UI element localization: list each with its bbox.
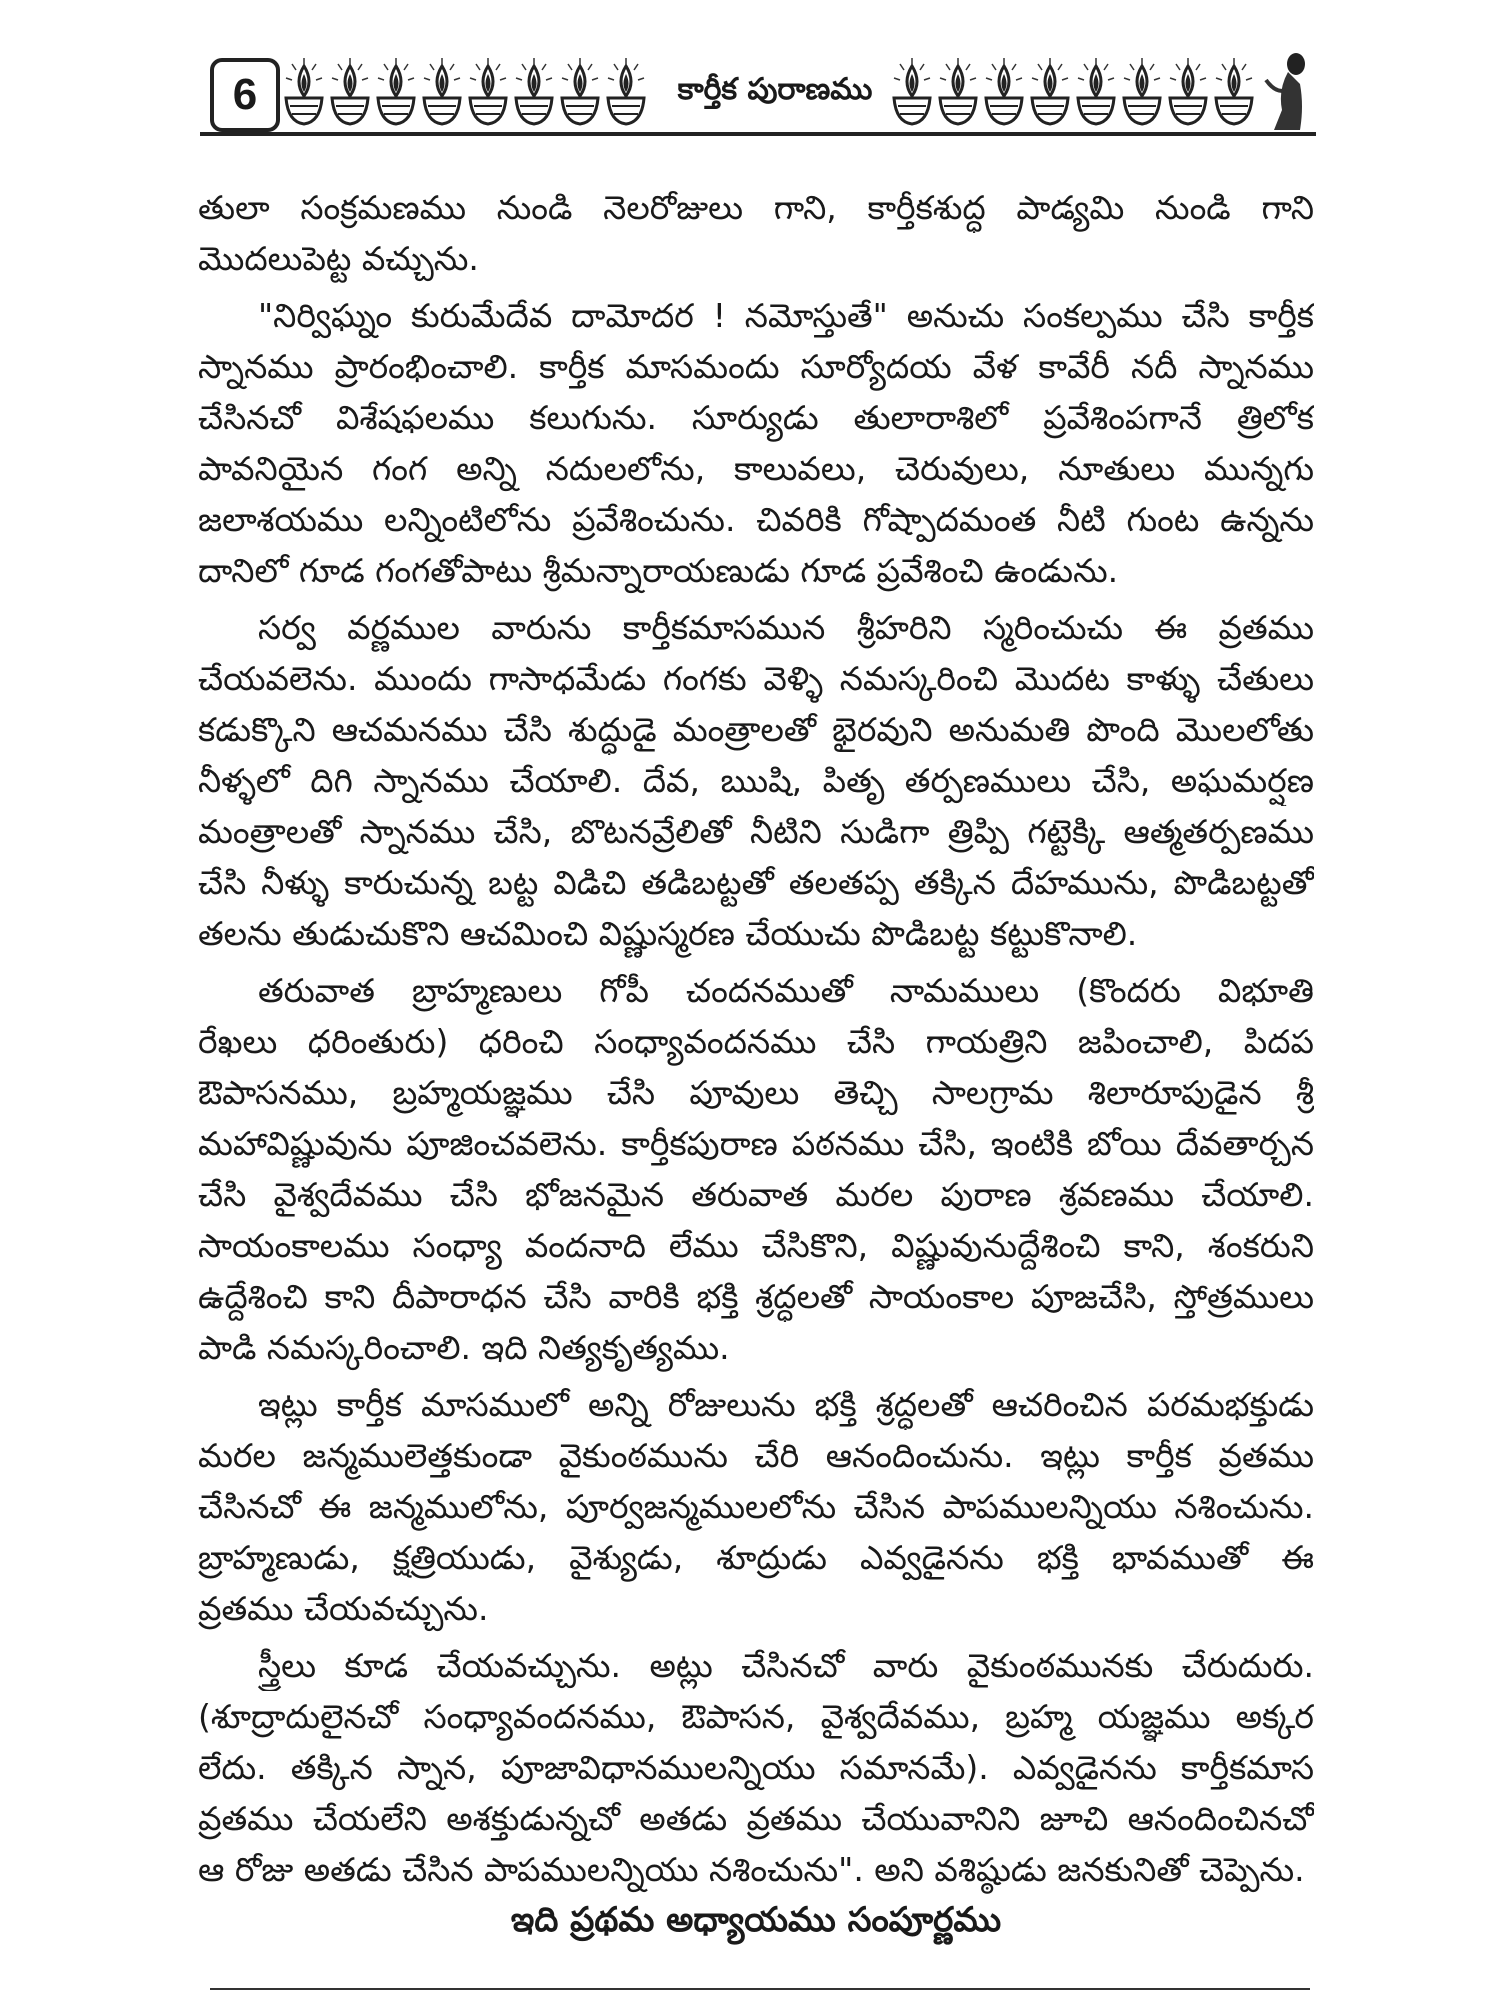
paragraph [198,1379,1314,1634]
text-line: వ్రతము చేయలేని అశక్తుడున్నచో అతడు వ్రతము చేయువానిని జూచి ఆనందించినచో [198,1799,1314,1838]
text-line: మహావిష్ణువును పూజించవలెను. కార్తీకపురాణ పఠనము చేసి, ఇంటికి బోయి దేవతార్చన [198,1124,1314,1163]
text-line: చేసినచో విశేషఫలము కలుగును. సూర్యుడు తులారాశిలో ప్రవేశింపగానే త్రిలోక [198,398,1314,437]
paragraph [198,290,1314,596]
lamp-ornament-right [890,56,1256,128]
text-line: రేఖలు ధరింతురు) ధరించి సంధ్యావందనము చేసి గాయత్రిని జపించాలి, పిదప [198,1022,1314,1061]
chapter-end-heading: ఇది ప్రథమ అధ్యాయము సంపూర్ణము [510,1900,1002,1940]
text-line: చేసినచో ఈ జన్మములోను, పూర్వజన్మములలోను చేసిన పాపములన్నియు నశించును. [198,1487,1314,1526]
oil-lamp-icon [512,56,556,128]
text-line: మొదలుపెట్ట వచ్చును. [198,239,479,278]
footer-rule [210,1988,1310,1990]
text-line: ఉద్దేశించి కాని దీపారాధన చేసి వారికి భక్తి శ్రద్ధలతో సాయంకాల పూజచేసి, స్తోత్రములు [198,1277,1314,1316]
oil-lamp-icon [328,56,372,128]
oil-lamp-icon [890,56,934,128]
oil-lamp-icon [1028,56,1072,128]
paragraph [198,1640,1314,1895]
page-number: 6 [210,58,280,132]
text-line: చేసి నీళ్ళు కారుచున్న బట్ట విడిచి తడిబట్టతో తలతప్ప తక్కిన దేహమును, పొడిబట్టతో [198,863,1314,902]
oil-lamp-icon [420,56,464,128]
text-line: నీళ్ళలో దిగి స్నానము చేయాలి. దేవ, ఋషి, పితృ తర్పణములు చేసి, అఘమర్షణ [198,761,1314,800]
text-line: దానిలో గూడ గంగతోపాటు శ్రీమన్నారాయణుడు గూడ ప్రవేశించి ఉండును. [198,551,1119,590]
oil-lamp-icon [1120,56,1164,128]
page-body [198,182,1314,1901]
text-line: స్త్రీలు కూడ చేయవచ్చును. అట్లు చేసినచో వారు వైకుంఠమునకు చేరుదురు. [258,1646,1314,1685]
oil-lamp-icon [374,56,418,128]
text-line: తరువాత బ్రాహ్మణులు గోపీ చందనముతో నామములు (కొందరు విభూతి [258,971,1314,1010]
oil-lamp-icon [558,56,602,128]
text-line: తలను తుడుచుకొని ఆచమించి విష్ణుస్మరణ చేయుచు పొడిబట్ట కట్టుకొనాలి. [198,914,1138,953]
paragraph [198,182,1314,284]
text-line: ఇట్లు కార్తీక మాసములో అన్ని రోజులును భక్తి శ్రద్ధలతో ఆచరించిన పరమభక్తుడు [258,1385,1314,1424]
text-line: చేయవలెను. ముందు గాసాధమేడు గంగకు వెళ్ళి నమస్కరించి మొదట కాళ్ళు చేతులు [198,659,1314,698]
oil-lamp-icon [466,56,510,128]
paragraph [198,965,1314,1373]
text-line: పావనియైన గంగ అన్ని నదులలోను, కాలువలు, చెరువులు, నూతులు మున్నగు [198,449,1314,488]
text-line: వ్రతము చేయవచ్చును. [198,1589,489,1628]
oil-lamp-icon [1074,56,1118,128]
text-line: కడుక్కొని ఆచమనము చేసి శుద్ధుడై మంత్రాలతో భైరవుని అనుమతి పొంది మొలలోతు [198,710,1314,749]
text-line: మరల జన్మములెత్తకుండా వైకుంఠమును చేరి ఆనందించును. ఇట్లు కార్తీక వ్రతము [198,1436,1314,1475]
oil-lamp-icon [282,56,326,128]
text-line: బ్రాహ్మణుడు, క్షత్రియుడు, వైశ్యుడు, శూద్రుడు ఎవ్వడైనను భక్తి భావముతో ఈ [198,1538,1314,1577]
text-line: (శూద్రాదులైనచో సంధ్యావందనము, ఔపాసన, వైశ్వదేవము, బ్రహ్మ యజ్ఞము అక్కర [198,1697,1314,1736]
text-line: ఆ రోజు అతడు చేసిన పాపములన్నియు నశించును". అని వశిష్ఠుడు జనకునితో చెప్పెను. [198,1850,1305,1889]
text-line: ఔపాసనము, బ్రహ్మయజ్ఞము చేసి పూవులు తెచ్చి సాలగ్రామ శిలారూపుడైన శ్రీ [198,1073,1314,1112]
text-line: తులా సంక్రమణము నుండి నెలరోజులు గాని, కార్తీకశుద్ధ పాడ్యమి నుండి గాని [198,188,1314,227]
text-line: లేదు. తక్కిన స్నాన, పూజావిధానములన్నియు సమానమే). ఎవ్వడైనను కార్తీకమాస [198,1748,1314,1787]
oil-lamp-icon [982,56,1026,128]
running-title: కార్తీక పురాణము [677,72,873,107]
text-line: స్నానము ప్రారంభించాలి. కార్తీక మాసమందు సూర్యోదయ వేళ కావేరీ నదీ స్నానము [198,347,1314,386]
text-line: పాడి నమస్కరించాలి. ఇది నిత్యకృత్యము. [198,1328,730,1367]
paragraph [198,602,1314,959]
page-header [200,50,1320,132]
oil-lamp-icon [1212,56,1256,128]
header-rule [200,132,1316,136]
text-line: మంత్రాలతో స్నానము చేసి, బొటనవ్రేలితో నీటిని సుడిగా త్రిప్పి గట్టెక్కి ఆత్మతర్పణము [198,812,1314,851]
lamp-ornament-left [282,56,648,128]
text-line: సాయంకాలము సంధ్యా వందనాది లేము చేసికొని, విష్ణువునుద్దేశించి కాని, శంకరుని [198,1226,1314,1265]
sage-figure-icon [1260,50,1316,132]
text-line: జలాశయము లన్నింటిలోను ప్రవేశించును. చివరికి గోష్పాదమంత నీటి గుంట ఉన్నను [198,500,1314,539]
text-line: "నిర్విఘ్నం కురుమేదేవ దామోదర ! నమోస్తుతే" అనుచు సంకల్పము చేసి కార్తీక [258,296,1314,335]
text-line: చేసి వైశ్వదేవము చేసి భోజనమైన తరువాత మరల పురాణ శ్రవణము చేయాలి. [198,1175,1314,1214]
oil-lamp-icon [1166,56,1210,128]
oil-lamp-icon [604,56,648,128]
oil-lamp-icon [936,56,980,128]
text-line: సర్వ వర్ణముల వారును కార్తీకమాసమున శ్రీహరిని స్మరించుచు ఈ వ్రతము [258,608,1314,647]
